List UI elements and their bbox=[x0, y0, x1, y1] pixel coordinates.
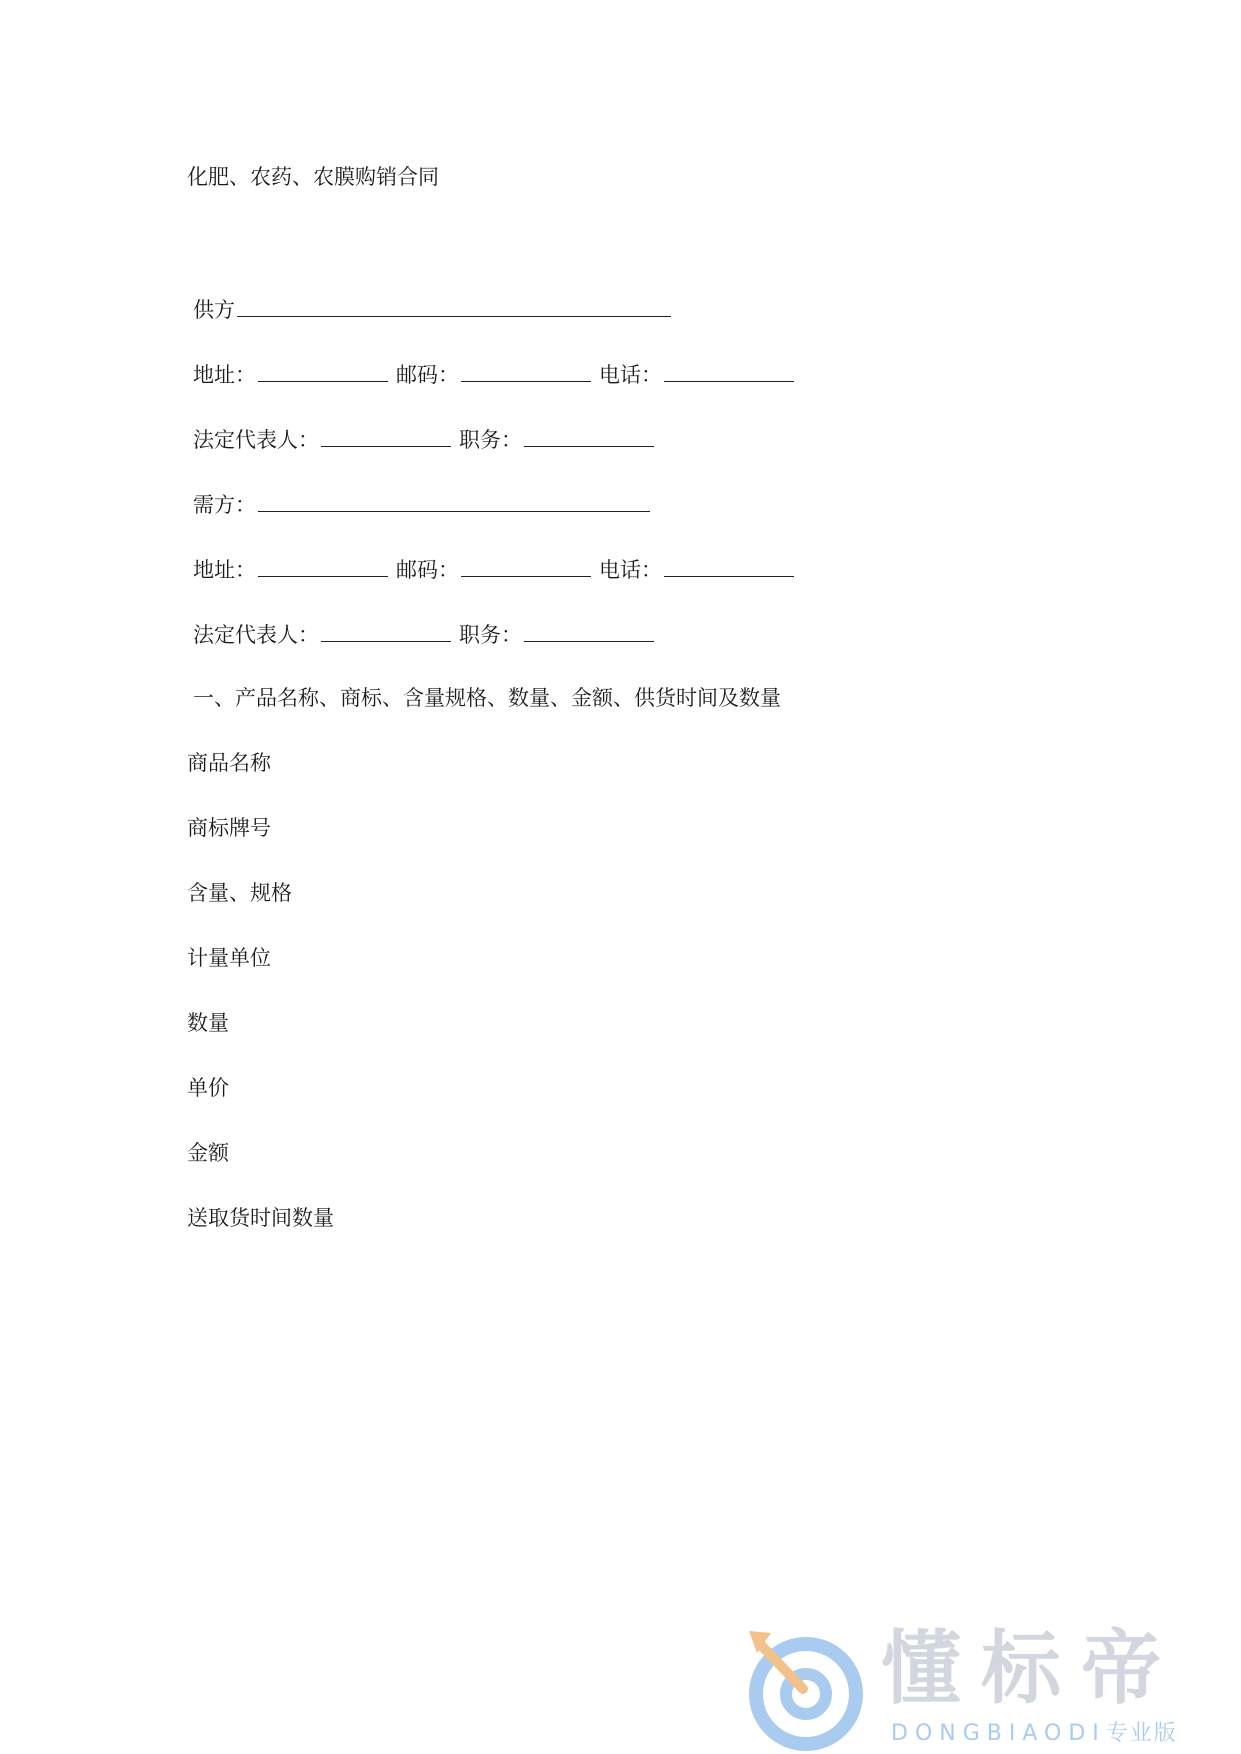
buyer-contact-line bbox=[193, 554, 796, 584]
buyer-position-label: 职务： bbox=[459, 623, 522, 647]
supplier-rep-line bbox=[193, 424, 656, 454]
supplier-postcode-label: 邮码： bbox=[396, 363, 459, 387]
supplier-position-label: 职务： bbox=[459, 428, 522, 452]
item-unit-price: 单价 bbox=[187, 1076, 229, 1100]
supplier-phone-label: 电话： bbox=[599, 363, 662, 387]
supplier-contact-line bbox=[193, 359, 796, 389]
buyer-line bbox=[193, 489, 652, 519]
watermark-brand-en-text: DONGBIAODI bbox=[891, 1721, 1106, 1746]
item-delivery: 送取货时间数量 bbox=[187, 1206, 334, 1230]
buyer-rep-label: 法定代表人： bbox=[193, 623, 319, 647]
buyer-address-blank[interactable] bbox=[258, 554, 388, 577]
supplier-address-blank[interactable] bbox=[258, 359, 388, 382]
supplier-phone-blank[interactable] bbox=[664, 359, 794, 382]
buyer-postcode-label: 邮码： bbox=[396, 558, 459, 582]
item-product-name: 商品名称 bbox=[187, 751, 271, 775]
item-unit: 计量单位 bbox=[187, 946, 271, 970]
buyer-rep-line bbox=[193, 619, 656, 649]
buyer-label: 需方： bbox=[193, 493, 256, 517]
watermark-edition: 专业版 bbox=[1105, 1721, 1178, 1746]
buyer-position-blank[interactable] bbox=[524, 619, 654, 642]
item-spec: 含量、规格 bbox=[187, 881, 292, 905]
buyer-address-label: 地址： bbox=[193, 558, 256, 582]
watermark-brand: 懂标帝 bbox=[881, 1622, 1181, 1715]
watermark-brand-en bbox=[891, 1719, 1178, 1749]
buyer-rep-blank[interactable] bbox=[321, 619, 451, 642]
section1-heading: 一、产品名称、商标、含量规格、数量、金额、供货时间及数量 bbox=[193, 686, 781, 710]
target-logo-icon bbox=[741, 1619, 871, 1754]
supplier-postcode-blank[interactable] bbox=[461, 359, 591, 382]
supplier-rep-label: 法定代表人： bbox=[193, 428, 319, 452]
buyer-postcode-blank[interactable] bbox=[461, 554, 591, 577]
supplier-line bbox=[193, 294, 673, 324]
buyer-phone-label: 电话： bbox=[599, 558, 662, 582]
supplier-position-blank[interactable] bbox=[524, 424, 654, 447]
item-amount: 金额 bbox=[187, 1141, 229, 1165]
item-quantity: 数量 bbox=[187, 1011, 229, 1035]
document-title: 化肥、农药、农膜购销合同 bbox=[187, 165, 439, 189]
supplier-address-label: 地址： bbox=[193, 363, 256, 387]
supplier-blank[interactable] bbox=[237, 294, 671, 317]
buyer-blank[interactable] bbox=[258, 489, 650, 512]
supplier-rep-blank[interactable] bbox=[321, 424, 451, 447]
item-brand: 商标牌号 bbox=[187, 816, 271, 840]
watermark bbox=[741, 1619, 1241, 1754]
supplier-label: 供方 bbox=[193, 298, 235, 322]
buyer-phone-blank[interactable] bbox=[664, 554, 794, 577]
